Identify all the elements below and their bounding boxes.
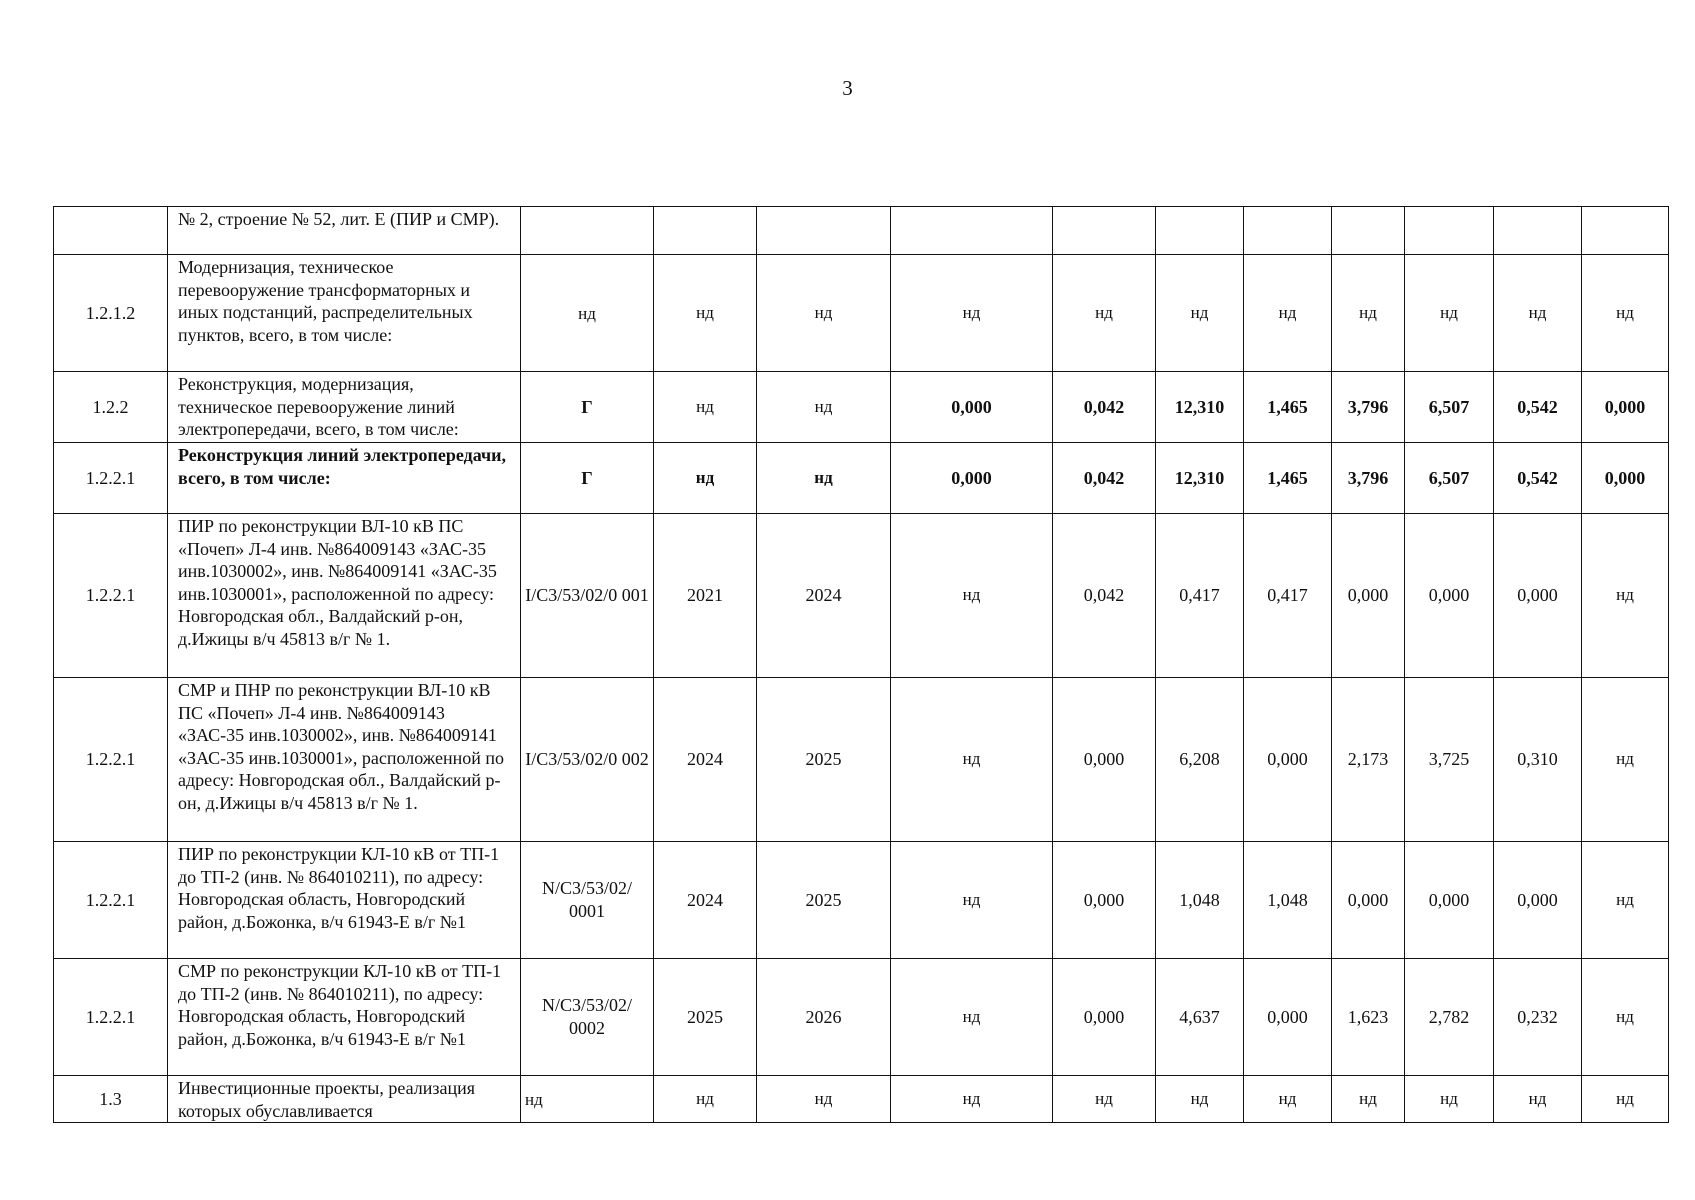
value-cell: 0,000 bbox=[891, 443, 1053, 514]
project-code-cell bbox=[521, 207, 654, 255]
value-cell: нд bbox=[757, 372, 891, 443]
value-cell: нд bbox=[1494, 255, 1582, 372]
value-cell: нд bbox=[1053, 1076, 1156, 1123]
value-cell: нд bbox=[1582, 255, 1669, 372]
table-row bbox=[54, 443, 1669, 514]
value-cell: нд bbox=[1156, 255, 1244, 372]
value-cell: 2025 bbox=[757, 842, 891, 959]
project-code-cell: I/C3/53/02/0 001 bbox=[521, 514, 654, 678]
value-cell: нд bbox=[891, 959, 1053, 1076]
value-cell bbox=[757, 207, 891, 255]
project-code-cell: Г bbox=[521, 372, 654, 443]
value-cell bbox=[1494, 207, 1582, 255]
value-cell: 1,623 bbox=[1332, 959, 1405, 1076]
value-cell: нд bbox=[1332, 255, 1405, 372]
value-cell: нд bbox=[891, 255, 1053, 372]
value-cell: 0,000 bbox=[1405, 514, 1494, 678]
value-cell: 0,000 bbox=[1053, 959, 1156, 1076]
value-cell bbox=[1332, 207, 1405, 255]
value-cell: 6,507 bbox=[1405, 372, 1494, 443]
item-number-cell: 1.3 bbox=[54, 1076, 168, 1123]
value-cell: 0,000 bbox=[1053, 678, 1156, 842]
value-cell: 0,000 bbox=[1494, 514, 1582, 678]
project-code-cell: I/C3/53/02/0 002 bbox=[521, 678, 654, 842]
value-cell: 0,000 bbox=[1053, 842, 1156, 959]
value-cell: нд bbox=[654, 1076, 757, 1123]
value-cell: 2024 bbox=[757, 514, 891, 678]
value-cell: 0,542 bbox=[1494, 443, 1582, 514]
value-cell: 0,417 bbox=[1244, 514, 1332, 678]
description-cell: ПИР по реконструкции КЛ-10 кВ от ТП-1 до ТП-2 (инв. № 864010211), по адресу: Новгородская область, Новгородский район, д.Божонка, в/ч 61943-Е в/г №1 bbox=[168, 842, 521, 959]
value-cell: 3,725 bbox=[1405, 678, 1494, 842]
value-cell: 1,048 bbox=[1156, 842, 1244, 959]
value-cell: 6,208 bbox=[1156, 678, 1244, 842]
value-cell bbox=[1405, 207, 1494, 255]
value-cell: нд bbox=[1582, 678, 1669, 842]
description-cell: Реконструкция, модернизация, техническое перевооружение линий электропередачи, всего, в том числе: bbox=[168, 372, 521, 443]
item-number-cell: 1.2.2 bbox=[54, 372, 168, 443]
value-cell: 2025 bbox=[654, 959, 757, 1076]
value-cell: 0,000 bbox=[1332, 514, 1405, 678]
value-cell: 2021 bbox=[654, 514, 757, 678]
project-code-cell: N/C3/53/02/ 0001 bbox=[521, 842, 654, 959]
item-number-cell: 1.2.2.1 bbox=[54, 678, 168, 842]
value-cell: 3,796 bbox=[1332, 372, 1405, 443]
table-row bbox=[54, 959, 1669, 1076]
value-cell: 0,000 bbox=[1244, 959, 1332, 1076]
value-cell: 1,465 bbox=[1244, 443, 1332, 514]
value-cell: 0,310 bbox=[1494, 678, 1582, 842]
value-cell: нд bbox=[1332, 1076, 1405, 1123]
value-cell: 2,782 bbox=[1405, 959, 1494, 1076]
value-cell: нд bbox=[891, 842, 1053, 959]
table-row bbox=[54, 842, 1669, 959]
value-cell: 1,048 bbox=[1244, 842, 1332, 959]
item-number-cell: 1.2.2.1 bbox=[54, 959, 168, 1076]
value-cell: 2026 bbox=[757, 959, 891, 1076]
value-cell: 6,507 bbox=[1405, 443, 1494, 514]
value-cell: нд bbox=[654, 372, 757, 443]
value-cell: 0,000 bbox=[1332, 842, 1405, 959]
project-code-cell: Г bbox=[521, 443, 654, 514]
description-cell: Модернизация, техническое перевооружение трансформаторных и иных подстанций, распределительных пунктов, всего, в том числе: bbox=[168, 255, 521, 372]
value-cell: нд bbox=[891, 514, 1053, 678]
value-cell: 0,000 bbox=[1582, 443, 1669, 514]
value-cell: нд bbox=[757, 255, 891, 372]
value-cell: 0,417 bbox=[1156, 514, 1244, 678]
value-cell: 0,542 bbox=[1494, 372, 1582, 443]
value-cell: 0,000 bbox=[1405, 842, 1494, 959]
value-cell: 0,042 bbox=[1053, 514, 1156, 678]
value-cell: нд bbox=[1053, 255, 1156, 372]
value-cell: нд bbox=[1582, 959, 1669, 1076]
value-cell: 12,310 bbox=[1156, 372, 1244, 443]
page-number: 3 bbox=[842, 76, 853, 100]
value-cell: 0,000 bbox=[891, 372, 1053, 443]
value-cell: 2024 bbox=[654, 842, 757, 959]
table-row bbox=[54, 255, 1669, 372]
table-row bbox=[54, 207, 1669, 255]
description-cell: Инвестиционные проекты, реализация которых обуславливается bbox=[168, 1076, 521, 1123]
value-cell: нд bbox=[1244, 1076, 1332, 1123]
value-cell: 1,465 bbox=[1244, 372, 1332, 443]
value-cell: 3,796 bbox=[1332, 443, 1405, 514]
value-cell: нд bbox=[654, 443, 757, 514]
description-cell: СМР по реконструкции КЛ-10 кВ от ТП-1 до ТП-2 (инв. № 864010211), по адресу: Новгородская область, Новгородский район, д.Божонка, в/ч 61943-Е в/г №1 bbox=[168, 959, 521, 1076]
value-cell: нд bbox=[1244, 255, 1332, 372]
value-cell bbox=[1582, 207, 1669, 255]
table-row bbox=[54, 514, 1669, 678]
value-cell: 2025 bbox=[757, 678, 891, 842]
value-cell: нд bbox=[757, 443, 891, 514]
value-cell: 2,173 bbox=[1332, 678, 1405, 842]
value-cell: 0,000 bbox=[1494, 842, 1582, 959]
value-cell bbox=[1156, 207, 1244, 255]
value-cell: нд bbox=[891, 1076, 1053, 1123]
value-cell: нд bbox=[1405, 255, 1494, 372]
value-cell bbox=[1053, 207, 1156, 255]
value-cell: нд bbox=[891, 678, 1053, 842]
value-cell: нд bbox=[1156, 1076, 1244, 1123]
value-cell: 4,637 bbox=[1156, 959, 1244, 1076]
investment-table bbox=[53, 206, 1669, 1123]
value-cell: нд bbox=[1582, 842, 1669, 959]
value-cell bbox=[654, 207, 757, 255]
table-row bbox=[54, 678, 1669, 842]
table-body bbox=[54, 207, 1669, 1123]
description-cell: СМР и ПНР по реконструкции ВЛ-10 кВ ПС «Почеп» Л-4 инв. №864009143 «ЗАС-35 инв.1030002», инв. №864009141 «ЗАС-35 инв.1030001», расположенной по адресу: Новгородская обл., Валдайский р-он, д.Ижицы в/ч 45813 в/г № 1. bbox=[168, 678, 521, 842]
description-cell: ПИР по реконструкции ВЛ-10 кВ ПС «Почеп» Л-4 инв. №864009143 «ЗАС-35 инв.1030002», инв. №864009141 «ЗАС-35 инв.1030001», расположенной по адресу: Новгородская обл., Валдайский р-он, д.Ижицы в/ч 45813 в/г № 1. bbox=[168, 514, 521, 678]
description-cell: № 2, строение № 52, лит. Е (ПИР и СМР). bbox=[168, 207, 521, 255]
value-cell: нд bbox=[654, 255, 757, 372]
value-cell: 0,042 bbox=[1053, 372, 1156, 443]
value-cell: нд bbox=[1582, 1076, 1669, 1123]
item-number-cell: 1.2.2.1 bbox=[54, 514, 168, 678]
value-cell: нд bbox=[1494, 1076, 1582, 1123]
item-number-cell: 1.2.2.1 bbox=[54, 842, 168, 959]
value-cell: 0,042 bbox=[1053, 443, 1156, 514]
table-row bbox=[54, 372, 1669, 443]
value-cell: 12,310 bbox=[1156, 443, 1244, 514]
value-cell: 0,000 bbox=[1582, 372, 1669, 443]
value-cell: нд bbox=[1405, 1076, 1494, 1123]
value-cell: 0,232 bbox=[1494, 959, 1582, 1076]
project-code-cell: нд bbox=[521, 255, 654, 372]
project-code-cell: нд bbox=[521, 1076, 654, 1123]
value-cell: 2024 bbox=[654, 678, 757, 842]
item-number-cell: 1.2.1.2 bbox=[54, 255, 168, 372]
value-cell bbox=[891, 207, 1053, 255]
value-cell bbox=[1244, 207, 1332, 255]
item-number-cell: 1.2.2.1 bbox=[54, 443, 168, 514]
project-code-cell: N/C3/53/02/ 0002 bbox=[521, 959, 654, 1076]
description-cell: Реконструкция линий электропередачи, всего, в том числе: bbox=[168, 443, 521, 514]
value-cell: нд bbox=[757, 1076, 891, 1123]
table-row bbox=[54, 1076, 1669, 1123]
value-cell: нд bbox=[1582, 514, 1669, 678]
value-cell: 0,000 bbox=[1244, 678, 1332, 842]
item-number-cell bbox=[54, 207, 168, 255]
